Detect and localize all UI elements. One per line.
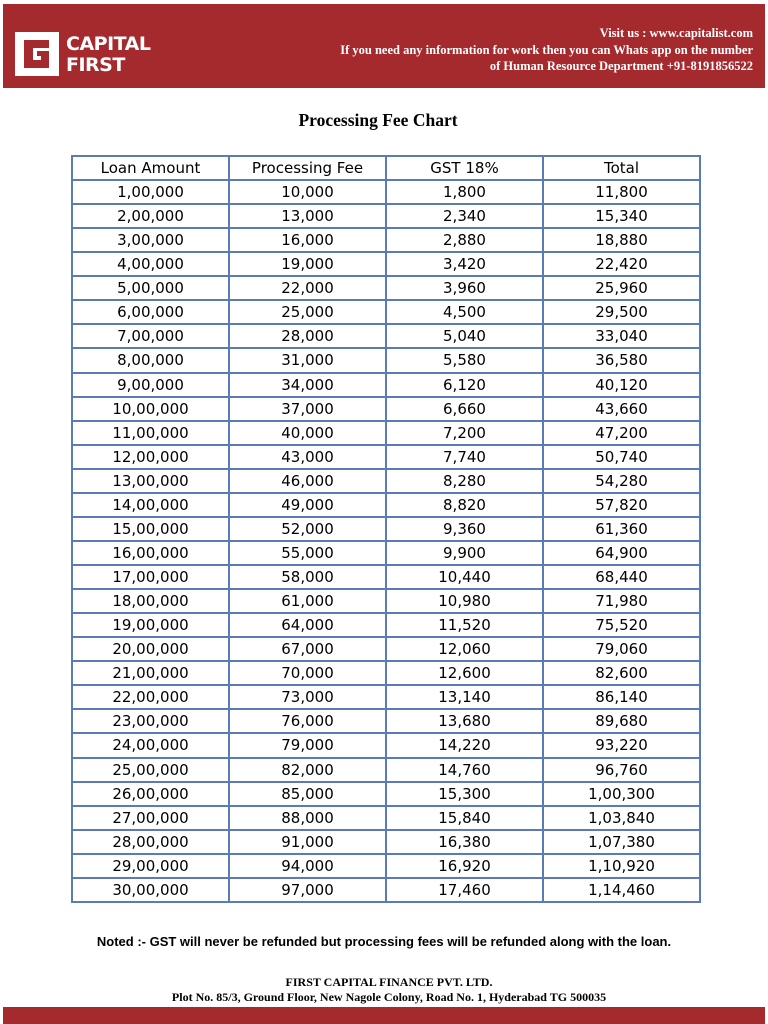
table-cell: 97,000: [229, 878, 386, 902]
table-cell: 29,500: [543, 300, 700, 324]
table-row: [72, 806, 700, 830]
table-cell: 18,00,000: [72, 589, 229, 613]
table-row: [72, 421, 700, 445]
table-row: [72, 733, 700, 757]
table-cell: 17,460: [386, 878, 543, 902]
table-cell: 88,000: [229, 806, 386, 830]
table-cell: 6,120: [386, 373, 543, 397]
table-cell: 94,000: [229, 854, 386, 878]
table-cell: 67,000: [229, 637, 386, 661]
column-header: Total: [543, 156, 700, 180]
table-cell: 6,00,000: [72, 300, 229, 324]
table-row: [72, 348, 700, 372]
table-cell: 10,00,000: [72, 397, 229, 421]
processing-fee-table: [71, 155, 701, 903]
table-cell: 24,00,000: [72, 733, 229, 757]
table-cell: 40,000: [229, 421, 386, 445]
table-cell: 61,360: [543, 517, 700, 541]
table-cell: 7,00,000: [72, 324, 229, 348]
table-cell: 76,000: [229, 709, 386, 733]
table-cell: 8,280: [386, 469, 543, 493]
table-cell: 71,980: [543, 589, 700, 613]
table-cell: 10,440: [386, 565, 543, 589]
table-cell: 96,760: [543, 758, 700, 782]
table-cell: 22,000: [229, 276, 386, 300]
table-cell: 57,820: [543, 493, 700, 517]
logo-line-2: FIRST: [66, 54, 125, 76]
table-row: [72, 661, 700, 685]
whatsapp-info-line-1: If you need any information for work then you can Whats app on the number: [340, 43, 753, 57]
table-row: [72, 517, 700, 541]
table-body: [72, 180, 700, 902]
table-row: [72, 204, 700, 228]
table-row: [72, 445, 700, 469]
table-row: [72, 300, 700, 324]
table-row: [72, 782, 700, 806]
table-cell: 9,900: [386, 541, 543, 565]
table-cell: 12,600: [386, 661, 543, 685]
table-row: [72, 758, 700, 782]
table-cell: 37,000: [229, 397, 386, 421]
refund-note: Noted :- GST will never be refunded but processing fees will be refunded along with the loan.: [96, 934, 672, 949]
table-cell: 23,00,000: [72, 709, 229, 733]
table-cell: 43,000: [229, 445, 386, 469]
table-row: [72, 685, 700, 709]
logo-line-1: CAPITAL: [66, 33, 151, 55]
table-cell: 4,500: [386, 300, 543, 324]
table-cell: 14,220: [386, 733, 543, 757]
table-cell: 1,10,920: [543, 854, 700, 878]
footer-company-info: [0, 975, 768, 1005]
table-row: [72, 565, 700, 589]
table-cell: 49,000: [229, 493, 386, 517]
table-cell: 43,660: [543, 397, 700, 421]
table-row: [72, 493, 700, 517]
table-cell: 31,000: [229, 348, 386, 372]
table-cell: 2,340: [386, 204, 543, 228]
header-contact-info: [340, 27, 753, 74]
table-cell: 12,060: [386, 637, 543, 661]
table-cell: 11,800: [543, 180, 700, 204]
table-cell: 3,960: [386, 276, 543, 300]
table-cell: 19,000: [229, 252, 386, 276]
logo-wordmark: [66, 34, 150, 76]
table-cell: 55,000: [229, 541, 386, 565]
table-cell: 12,00,000: [72, 445, 229, 469]
table-cell: 79,060: [543, 637, 700, 661]
table-cell: 30,00,000: [72, 878, 229, 902]
table-cell: 1,00,000: [72, 180, 229, 204]
table-cell: 15,300: [386, 782, 543, 806]
table-cell: 82,000: [229, 758, 386, 782]
table-cell: 3,00,000: [72, 228, 229, 252]
column-header: Processing Fee: [229, 156, 386, 180]
table-cell: 16,920: [386, 854, 543, 878]
table-cell: 3,420: [386, 252, 543, 276]
table-cell: 68,440: [543, 565, 700, 589]
table-cell: 5,040: [386, 324, 543, 348]
company-name: FIRST CAPITAL FINANCE PVT. LTD.: [285, 975, 493, 989]
table-cell: 1,800: [386, 180, 543, 204]
table-cell: 79,000: [229, 733, 386, 757]
table-row: [72, 180, 700, 204]
page-title: Processing Fee Chart: [298, 110, 458, 130]
table-cell: 11,520: [386, 613, 543, 637]
table-cell: 15,840: [386, 806, 543, 830]
table-cell: 89,680: [543, 709, 700, 733]
table-cell: 13,00,000: [72, 469, 229, 493]
table-cell: 52,000: [229, 517, 386, 541]
table-cell: 82,600: [543, 661, 700, 685]
table-cell: 4,00,000: [72, 252, 229, 276]
table-cell: 21,00,000: [72, 661, 229, 685]
table-cell: 25,00,000: [72, 758, 229, 782]
table-cell: 13,680: [386, 709, 543, 733]
table-row: [72, 324, 700, 348]
whatsapp-info-line-2: of Human Resource Department +91-8191856522: [489, 59, 753, 73]
table-cell: 1,00,300: [543, 782, 700, 806]
table-cell: 25,960: [543, 276, 700, 300]
table-row: [72, 276, 700, 300]
table-cell: 86,140: [543, 685, 700, 709]
table-cell: 26,00,000: [72, 782, 229, 806]
table-cell: 75,520: [543, 613, 700, 637]
table-cell: 73,000: [229, 685, 386, 709]
table-row: [72, 854, 700, 878]
table-row: [72, 228, 700, 252]
table-cell: 10,980: [386, 589, 543, 613]
visit-website-text: Visit us : www.capitalist.com: [599, 26, 753, 40]
table-cell: 1,03,840: [543, 806, 700, 830]
table-cell: 6,660: [386, 397, 543, 421]
table-cell: 7,740: [386, 445, 543, 469]
table-cell: 16,000: [229, 228, 386, 252]
table-cell: 10,000: [229, 180, 386, 204]
table-row: [72, 830, 700, 854]
table-cell: 15,340: [543, 204, 700, 228]
table-cell: 16,00,000: [72, 541, 229, 565]
table-cell: 15,00,000: [72, 517, 229, 541]
table-cell: 33,040: [543, 324, 700, 348]
table-cell: 40,120: [543, 373, 700, 397]
table-cell: 18,880: [543, 228, 700, 252]
table-cell: 5,00,000: [72, 276, 229, 300]
table-cell: 36,580: [543, 348, 700, 372]
table-cell: 28,000: [229, 324, 386, 348]
column-header: Loan Amount: [72, 156, 229, 180]
table-cell: 29,00,000: [72, 854, 229, 878]
table-row: [72, 541, 700, 565]
table-cell: 22,00,000: [72, 685, 229, 709]
table-cell: 14,760: [386, 758, 543, 782]
table-cell: 8,820: [386, 493, 543, 517]
table-cell: 64,900: [543, 541, 700, 565]
table-cell: 9,360: [386, 517, 543, 541]
table-row: [72, 878, 700, 902]
company-address: Plot No. 85/3, Ground Floor, New Nagole Colony, Road No. 1, Hyderabad TG 500035: [171, 990, 607, 1004]
table-cell: 2,880: [386, 228, 543, 252]
table-row: [72, 252, 700, 276]
table-cell: 70,000: [229, 661, 386, 685]
table-cell: 8,00,000: [72, 348, 229, 372]
table-cell: 14,00,000: [72, 493, 229, 517]
table-cell: 17,00,000: [72, 565, 229, 589]
table-cell: 50,740: [543, 445, 700, 469]
table-row: [72, 373, 700, 397]
table-row: [72, 469, 700, 493]
header-banner: [3, 4, 765, 88]
table-cell: 46,000: [229, 469, 386, 493]
column-header: GST 18%: [386, 156, 543, 180]
table-cell: 11,00,000: [72, 421, 229, 445]
table-header-row: [72, 156, 700, 180]
table-cell: 34,000: [229, 373, 386, 397]
table-cell: 7,200: [386, 421, 543, 445]
table-cell: 93,220: [543, 733, 700, 757]
table-row: [72, 613, 700, 637]
table-cell: 20,00,000: [72, 637, 229, 661]
table-row: [72, 589, 700, 613]
footer-bar: [3, 1007, 765, 1024]
table-cell: 47,200: [543, 421, 700, 445]
table-cell: 25,000: [229, 300, 386, 324]
table-cell: 13,000: [229, 204, 386, 228]
table-cell: 61,000: [229, 589, 386, 613]
table-cell: 9,00,000: [72, 373, 229, 397]
table-cell: 85,000: [229, 782, 386, 806]
table-cell: 5,580: [386, 348, 543, 372]
table-cell: 27,00,000: [72, 806, 229, 830]
table-row: [72, 637, 700, 661]
capital-first-logo-icon: [15, 32, 59, 76]
table-cell: 19,00,000: [72, 613, 229, 637]
table-cell: 58,000: [229, 565, 386, 589]
company-logo: [15, 32, 151, 78]
table-cell: 2,00,000: [72, 204, 229, 228]
table-cell: 22,420: [543, 252, 700, 276]
table-cell: 28,00,000: [72, 830, 229, 854]
table-cell: 54,280: [543, 469, 700, 493]
table-cell: 1,14,460: [543, 878, 700, 902]
table-row: [72, 709, 700, 733]
table-cell: 16,380: [386, 830, 543, 854]
table-cell: 13,140: [386, 685, 543, 709]
table-cell: 91,000: [229, 830, 386, 854]
table-cell: 1,07,380: [543, 830, 700, 854]
table-cell: 64,000: [229, 613, 386, 637]
table-row: [72, 397, 700, 421]
